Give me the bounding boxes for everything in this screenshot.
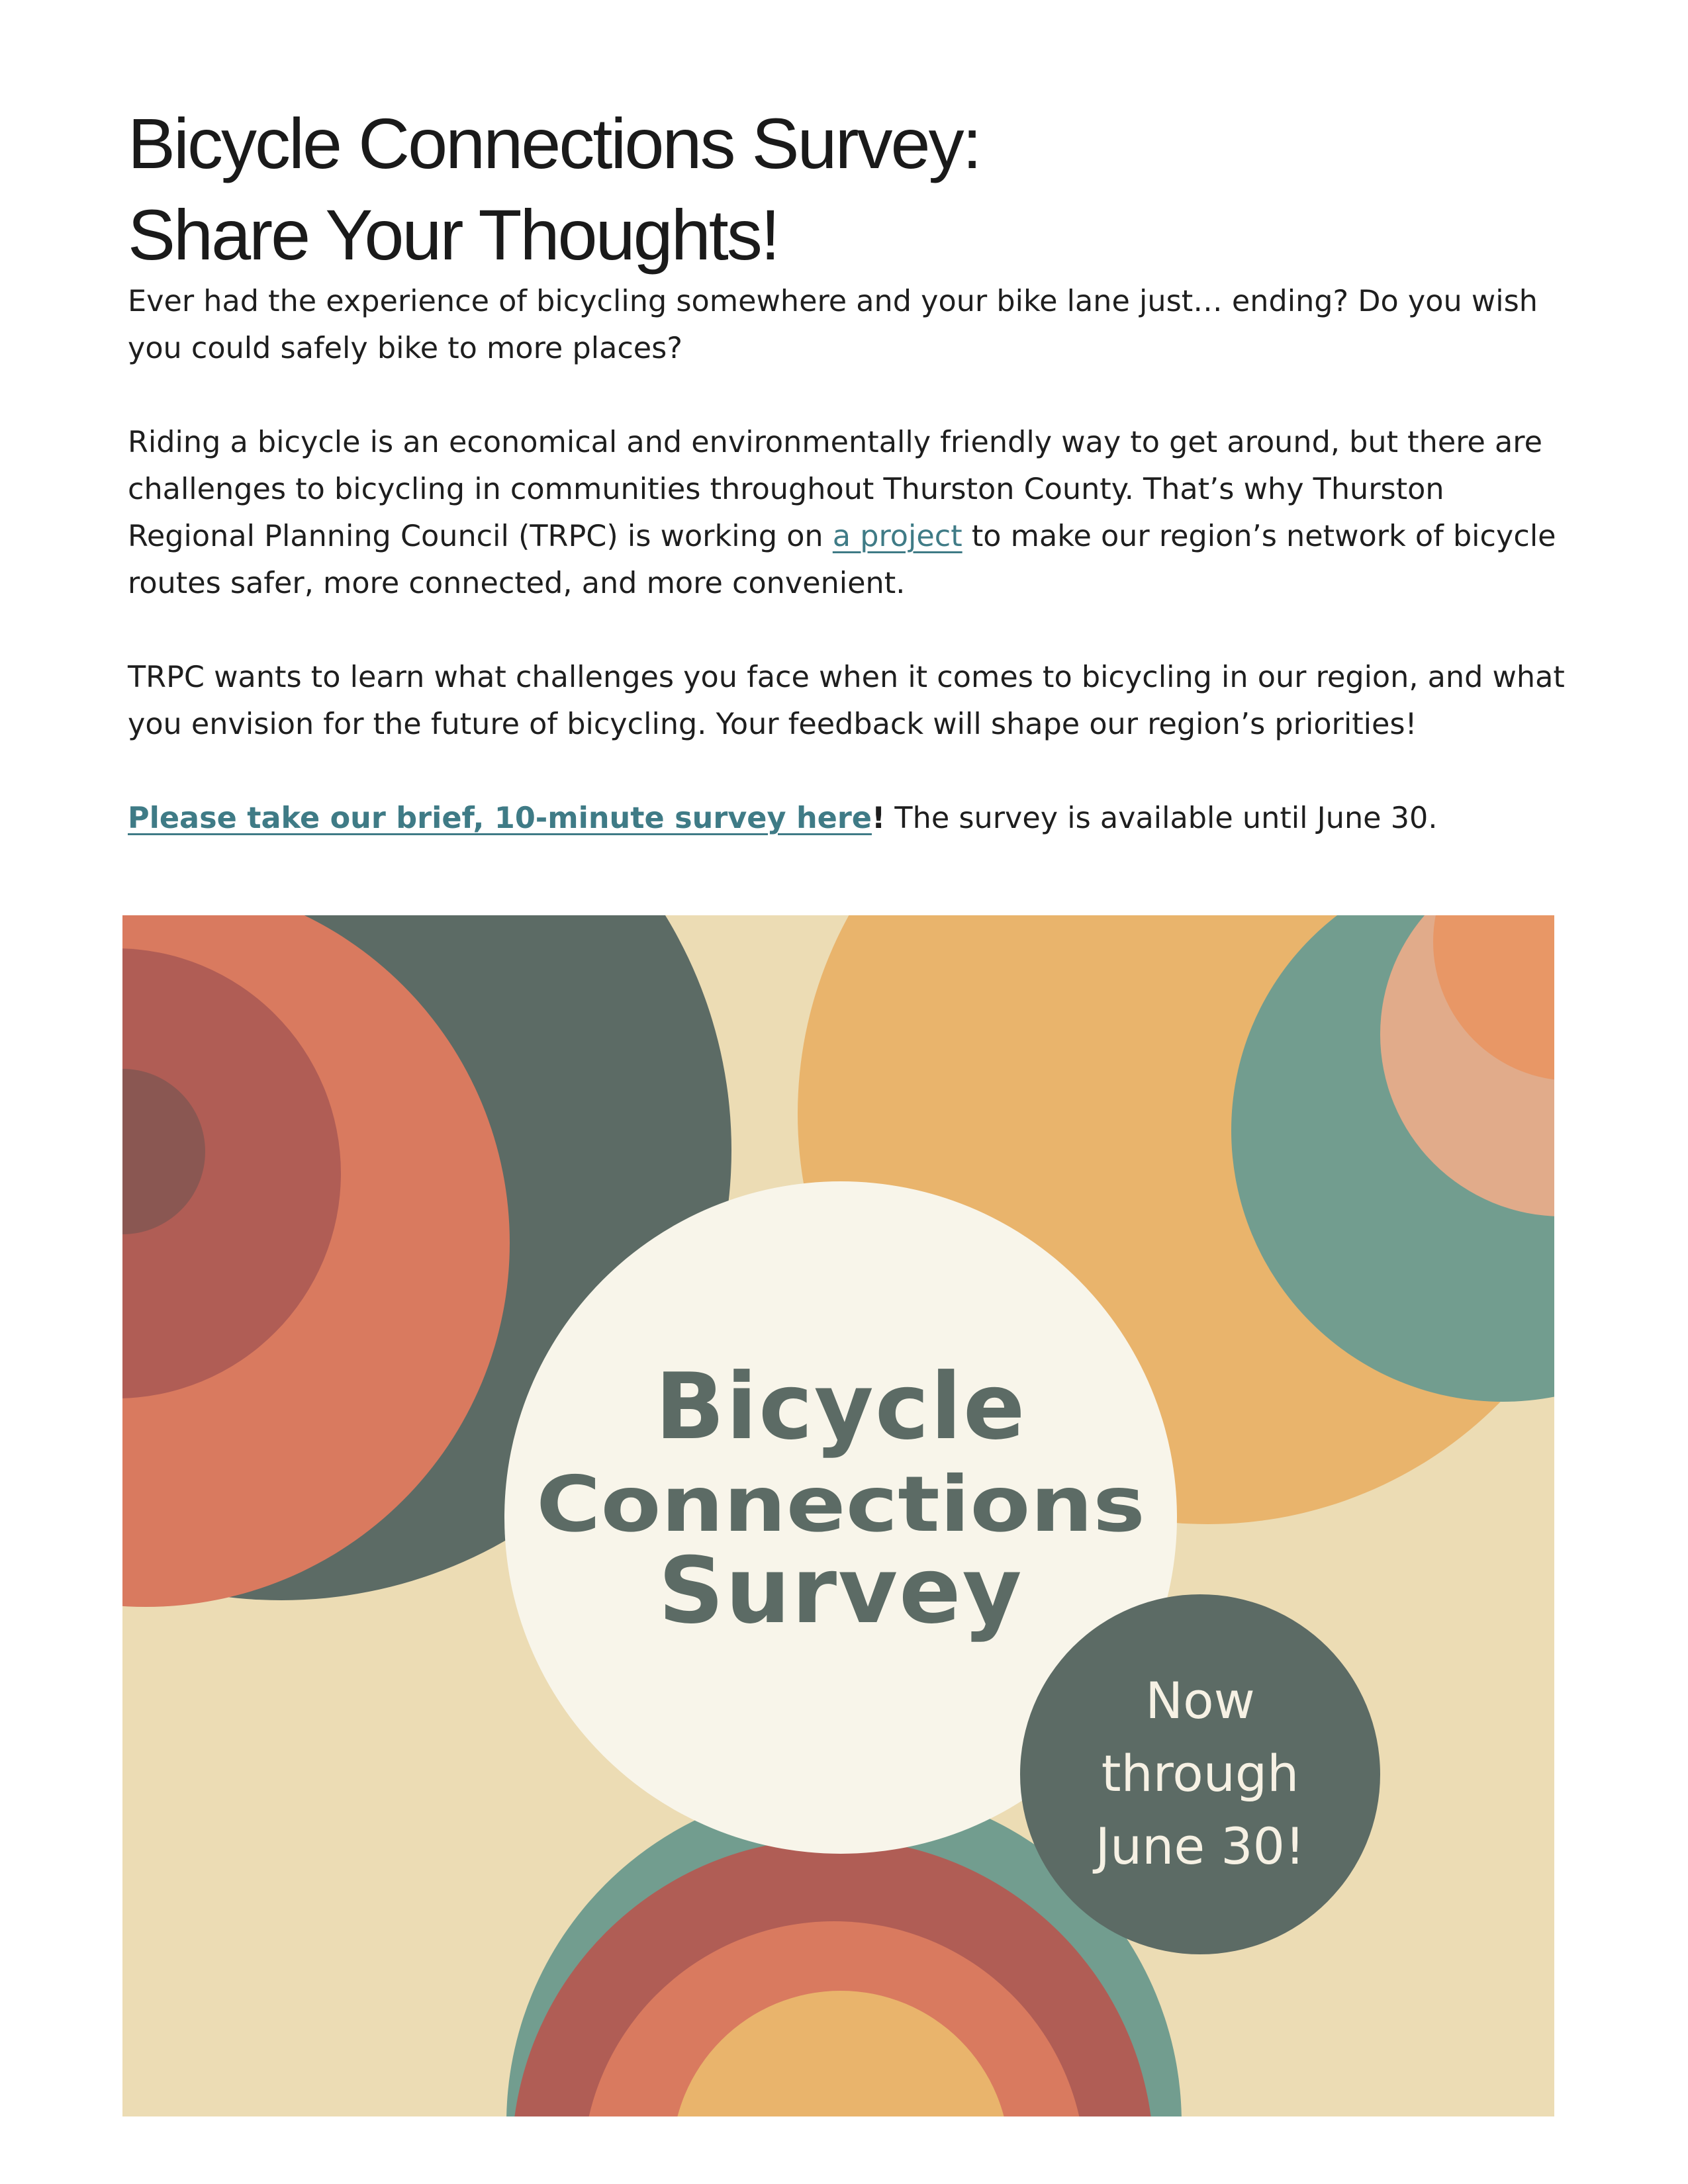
page-title-line-1: Bicycle Connections Survey: <box>128 103 980 183</box>
promo-graphic-svg <box>122 915 1554 2116</box>
graphic-title-line-2: Connections <box>536 1460 1145 1549</box>
graphic-title-line-3: Survey <box>658 1537 1023 1644</box>
date-badge-line-2: through <box>1101 1744 1299 1803</box>
project-link[interactable]: a project <box>832 520 962 553</box>
project-paragraph <box>128 419 1571 607</box>
date-badge-line-1: Now <box>1145 1671 1255 1730</box>
page-title-line-2: Share Your Thoughts! <box>128 195 778 275</box>
feedback-paragraph: TRPC wants to learn what challenges you face when it comes to bicycling in our region, and what you envision for the future of bicycling. Your feedback will shape our region’s priorities! <box>128 660 1565 741</box>
survey-paragraph <box>128 795 1571 842</box>
graphic-title-line-1: Bicycle <box>655 1353 1027 1460</box>
project-text-before: Riding a bicycle is an economical and environmentally friendly way to get around, but there are challenges to bicycling in communities throughout Thurston County. That’s why Thurston Regional Planning Council (TRPC) is working on <box>128 426 1542 553</box>
date-badge-line-3: June 30! <box>1095 1817 1305 1876</box>
intro-paragraph: Ever had the experience of bicycling somewhere and your bike lane just… ending? Do you wish you could safely bike to more places? <box>128 285 1538 365</box>
survey-promo-graphic <box>122 915 1554 2116</box>
page-title <box>128 98 980 281</box>
project-text-after: to make our region’s network of bicycle routes safer, more connected, and more convenient. <box>128 520 1556 600</box>
survey-exclamation: ! <box>871 801 886 835</box>
survey-link[interactable]: Please take our brief, 10-minute survey here <box>128 801 872 835</box>
survey-availability-text: The survey is available until June 30. <box>885 801 1438 835</box>
